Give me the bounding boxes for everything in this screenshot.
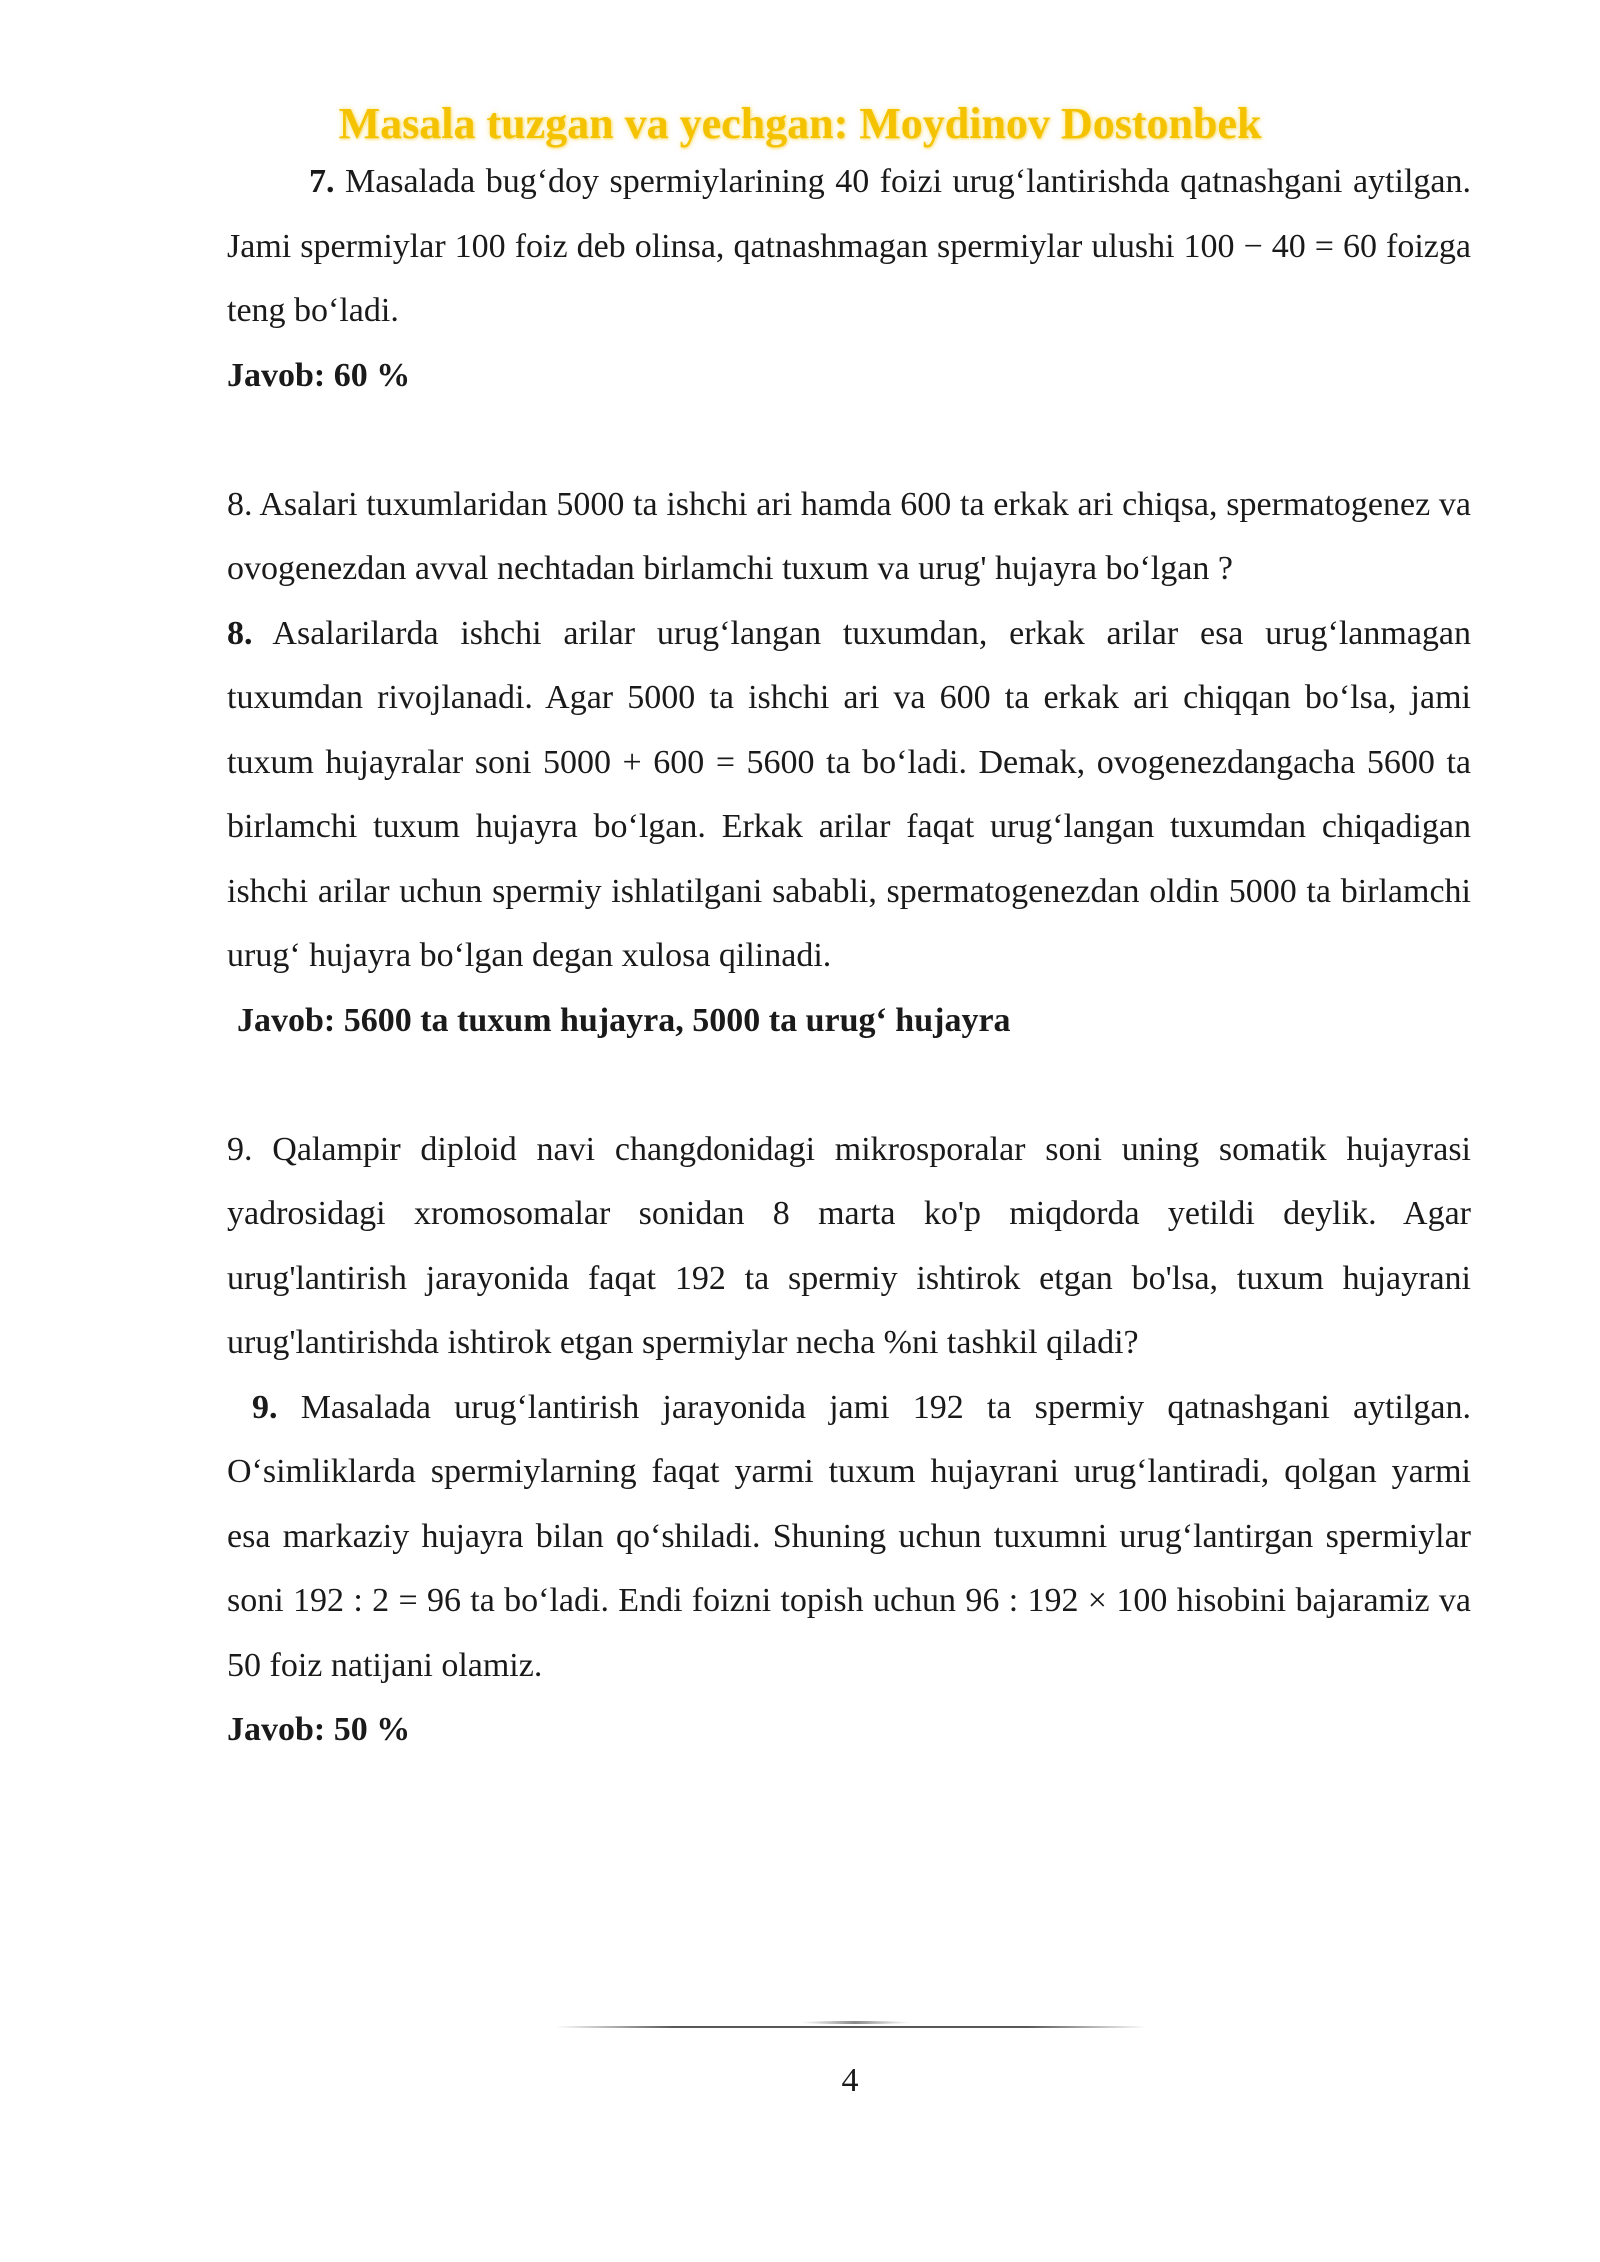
solution-9-number: 9. — [252, 1388, 278, 1426]
spacer — [227, 1053, 1471, 1118]
solution-9-text: Masalada urug‘lantirish jarayonida jami 192 ta spermiy qatnashgani aytilgan. O‘simliklarda spermiylarning faqat yarmi tuxum hujayrani urug‘lantiradi, qolgan yarmi esa markaziy hujayra bilan qo‘shiladi. Shuning uchun tuxumni urug‘lantirgan spermiylar soni 192 : 2 = 96 ta bo‘ladi. Endi foizni topish uchun 96 : 192 × 100 hisobini bajaramiz va 50 foiz natijani olamiz. — [227, 1388, 1471, 1684]
solution-7-text: Masalada bug‘doy spermiylarining 40 foizi urug‘lantirishda qatnashgani aytilgan. Jami spermiylar 100 foiz deb olinsa, qatnashmagan spermiylar ulushi 100 − 40 = 60 foizga teng bo‘ladi. — [227, 163, 1471, 329]
answer-9: Javob: 50 % — [227, 1711, 411, 1748]
solution-9 — [227, 1376, 1471, 1699]
answer-7: Javob: 60 % — [227, 356, 411, 394]
answer-8: Javob: 5600 ta tuxum hujayra, 5000 ta urug‘ hujayra — [237, 1001, 1011, 1039]
page-content — [227, 150, 1471, 1763]
solution-7-number: 7. — [309, 163, 335, 200]
page-number: 4 — [841, 2062, 859, 2099]
solution-8 — [227, 602, 1471, 989]
solution-8-number: 8. — [227, 614, 253, 652]
document-header-title: Masala tuzgan va yechgan: Moydinov Dostonbek — [338, 99, 1262, 148]
solution-8-text: Asalarilarda ishchi arilar urug‘langan tuxumdan, erkak arilar esa urug‘lanmagan tuxumdan rivojlanadi. Agar 5000 ta ishchi ari va 600 ta erkak ari chiqqan bo‘lsa, jami tuxum hujayralar soni 5000 + 600 = 5600 ta bo‘ladi. Demak, ovogenezdangacha 5600 ta birlamchi tuxum hujayra bo‘lgan. Erkak arilar faqat urug‘langan tuxumdan chiqadigan ishchi arilar uchun spermiy ishlatilgani sababli, spermatogenezdan oldin 5000 ta birlamchi urug‘ hujayra bo‘lgan degan xulosa qilinadi. — [227, 614, 1471, 974]
footer-divider-accent — [800, 2021, 910, 2024]
spacer — [227, 408, 1471, 473]
solution-7 — [227, 150, 1471, 344]
problem-8: 8. Asalari tuxumlaridan 5000 ta ishchi ari hamda 600 ta erkak ari chiqsa, spermatogenez va ovogenezdan avval nechtadan birlamchi tuxum va urug' hujayra bo‘lgan ? — [227, 485, 1471, 587]
problem-9: 9. Qalampir diploid navi changdonidagi mikrosporalar soni uning somatik hujayrasi yadrosidagi xromosomalar sonidan 8 marta ko'p miqdorda yetildi deylik. Agar urug'lantirish jarayonida faqat 192 ta spermiy ishtirok etgan bo'lsa, tuxum hujayrani urug'lantirishda ishtirok etgan spermiylar necha %ni tashkil qiladi? — [227, 1130, 1471, 1361]
footer-divider — [556, 2026, 1146, 2028]
